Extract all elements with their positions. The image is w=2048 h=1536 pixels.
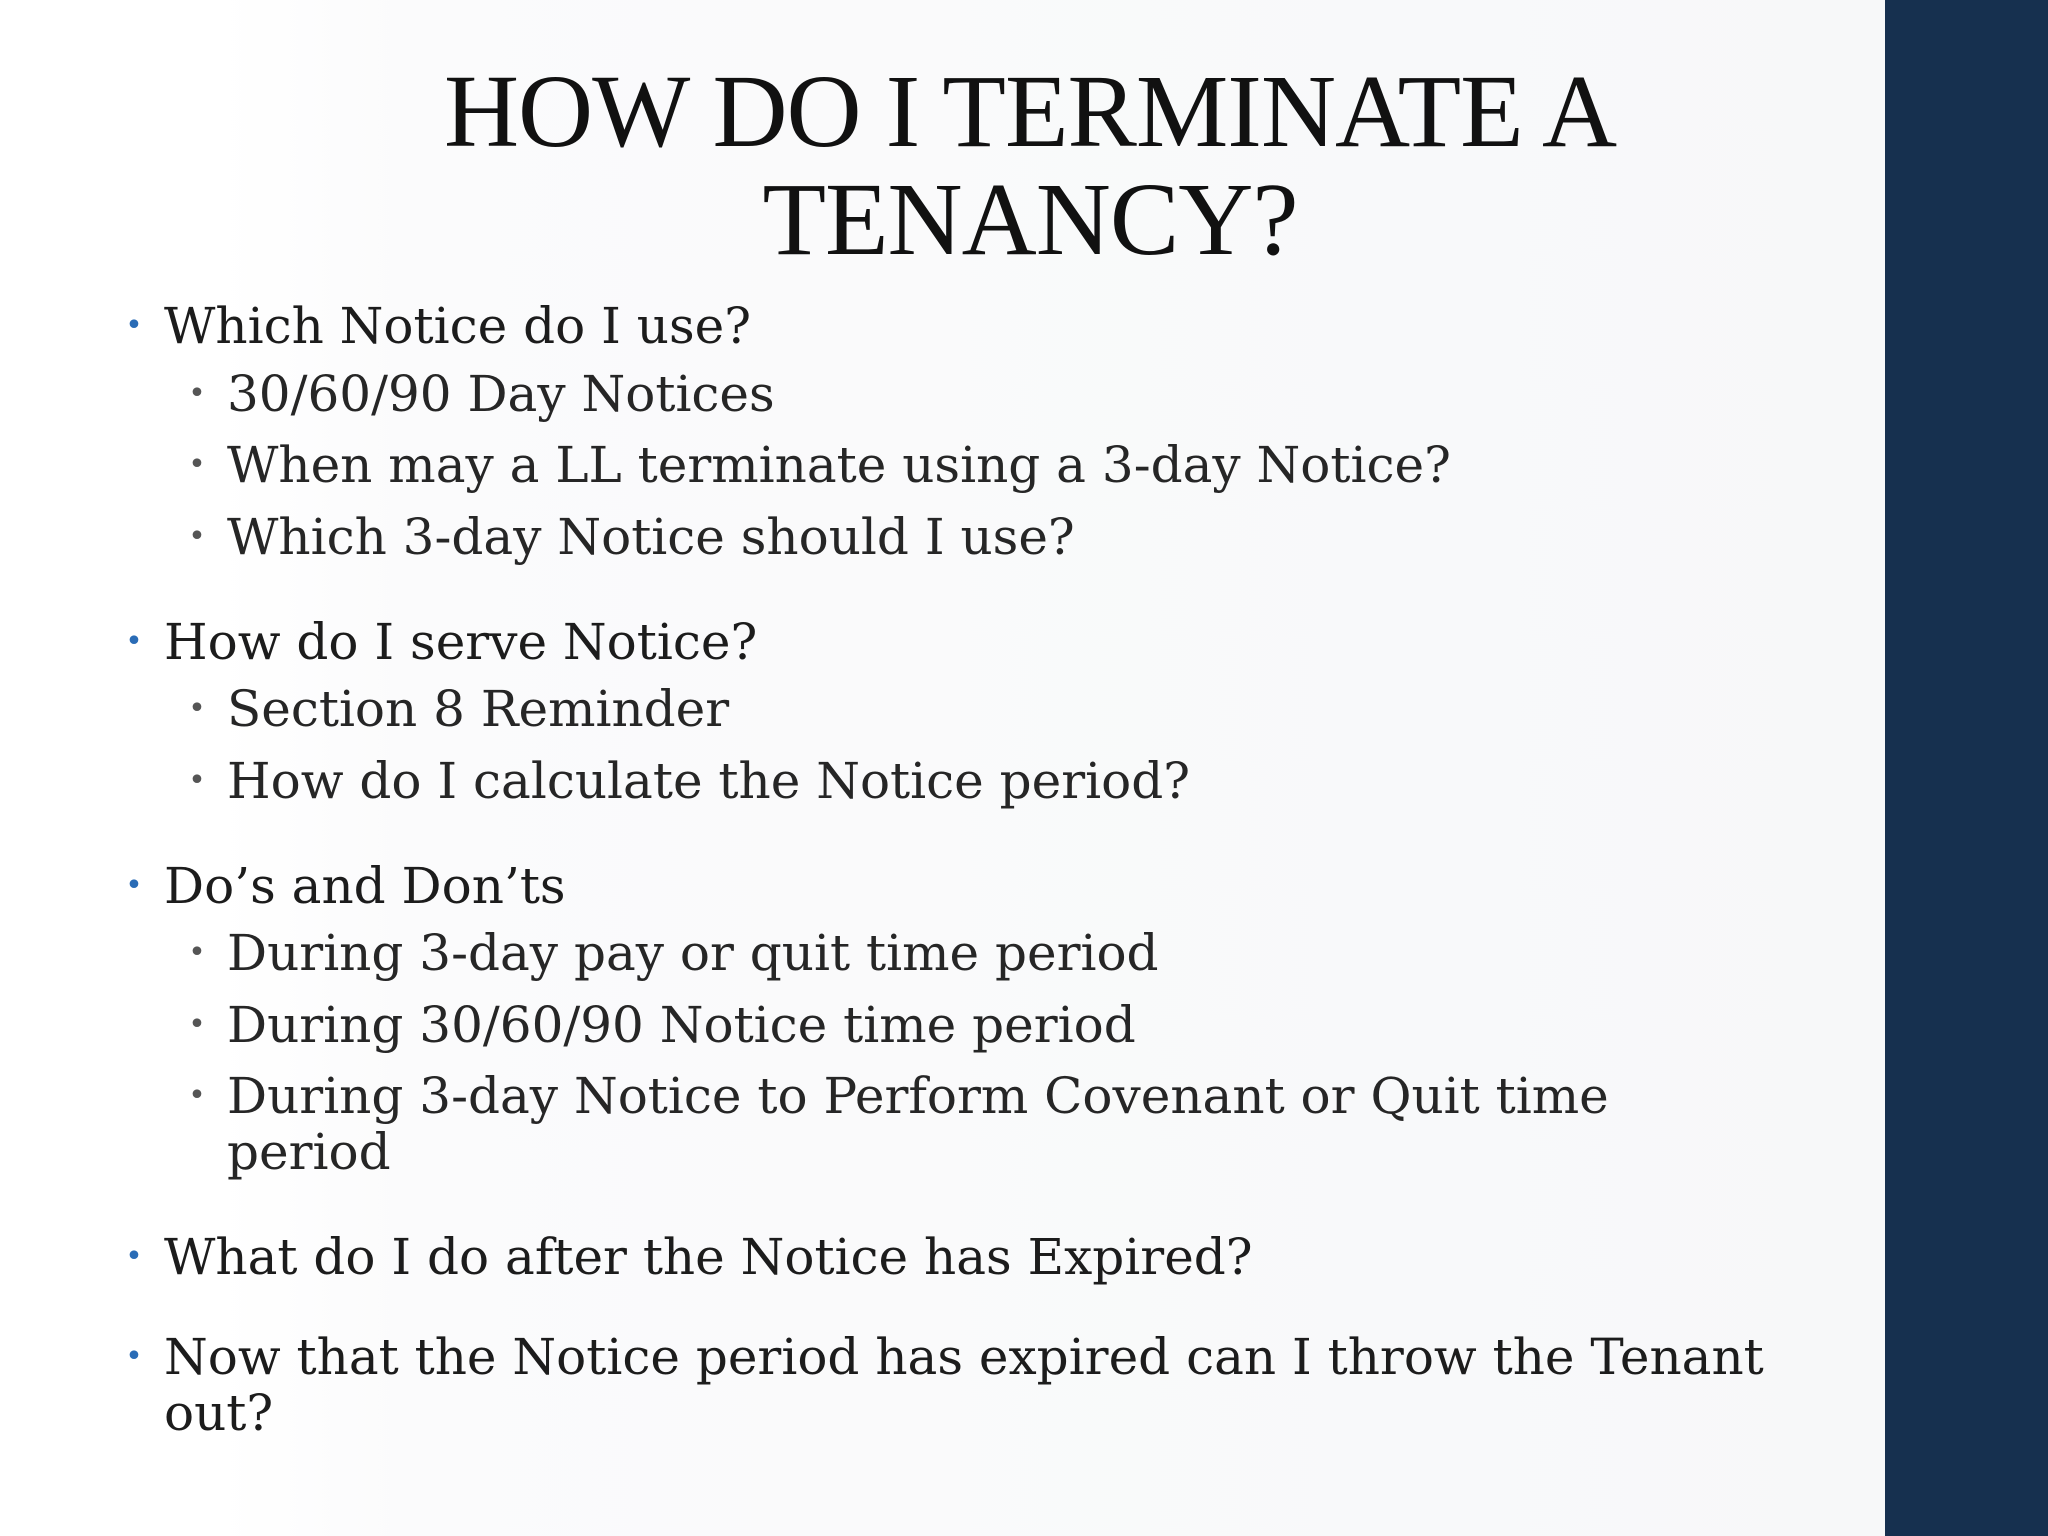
bullet-icon: • [188,376,206,411]
bullet-icon: • [188,1007,206,1042]
list-item-text: Which 3-day Notice should I use? [227,508,1075,566]
bullet-icon: • [125,308,143,343]
list-item-level2 [188,1067,1787,1181]
list-item-text: Which Notice do I use? [164,297,752,355]
list-item-level2 [188,508,1927,566]
list-item-level2 [188,752,1927,810]
list-item-text: How do I serve Notice? [164,613,758,671]
list-item-text: During 3-day pay or quit time period [227,924,1159,982]
list-item-level2 [188,996,1927,1054]
bullet-icon: • [188,447,206,482]
list-item-level1 [125,297,1864,355]
list-item-level1 [125,1328,1764,1442]
list-item-text: Do’s and Don’ts [164,857,566,915]
list-item-text: Now that the Notice period has expired can I throw the Tenant out? [164,1328,1764,1442]
bullet-icon: • [188,763,206,798]
list-item-text: What do I do after the Notice has Expired? [164,1228,1253,1286]
list-item-level2 [188,436,1927,494]
bullet-icon: • [188,1078,206,1113]
list-item-level1 [125,857,1864,915]
bullet-icon: • [125,624,143,659]
bullet-icon: • [188,935,206,970]
list-item-text: During 3-day Notice to Perform Covenant or Quit time period [227,1067,1609,1181]
list-item-text: When may a LL terminate using a 3-day Notice? [227,436,1451,494]
slide-title: HOW DO I TERMINATE A TENANCY? [443,54,1617,277]
list-item-level2 [188,365,1927,423]
list-item-text: Section 8 Reminder [227,680,730,738]
bullet-icon: • [188,519,206,554]
bullet-icon: • [125,868,143,903]
list-item-text: How do I calculate the Notice period? [227,752,1191,810]
bullet-icon: • [125,1339,143,1374]
list-item-level2 [188,924,1927,982]
bullet-icon: • [188,691,206,726]
list-item-text: 30/60/90 Day Notices [227,365,775,423]
list-item-level1 [125,1228,1864,1286]
list-item-level1 [125,613,1864,671]
bullet-icon: • [125,1239,143,1274]
list-item-text: During 30/60/90 Notice time period [227,996,1136,1054]
list-item-level2 [188,680,1927,738]
